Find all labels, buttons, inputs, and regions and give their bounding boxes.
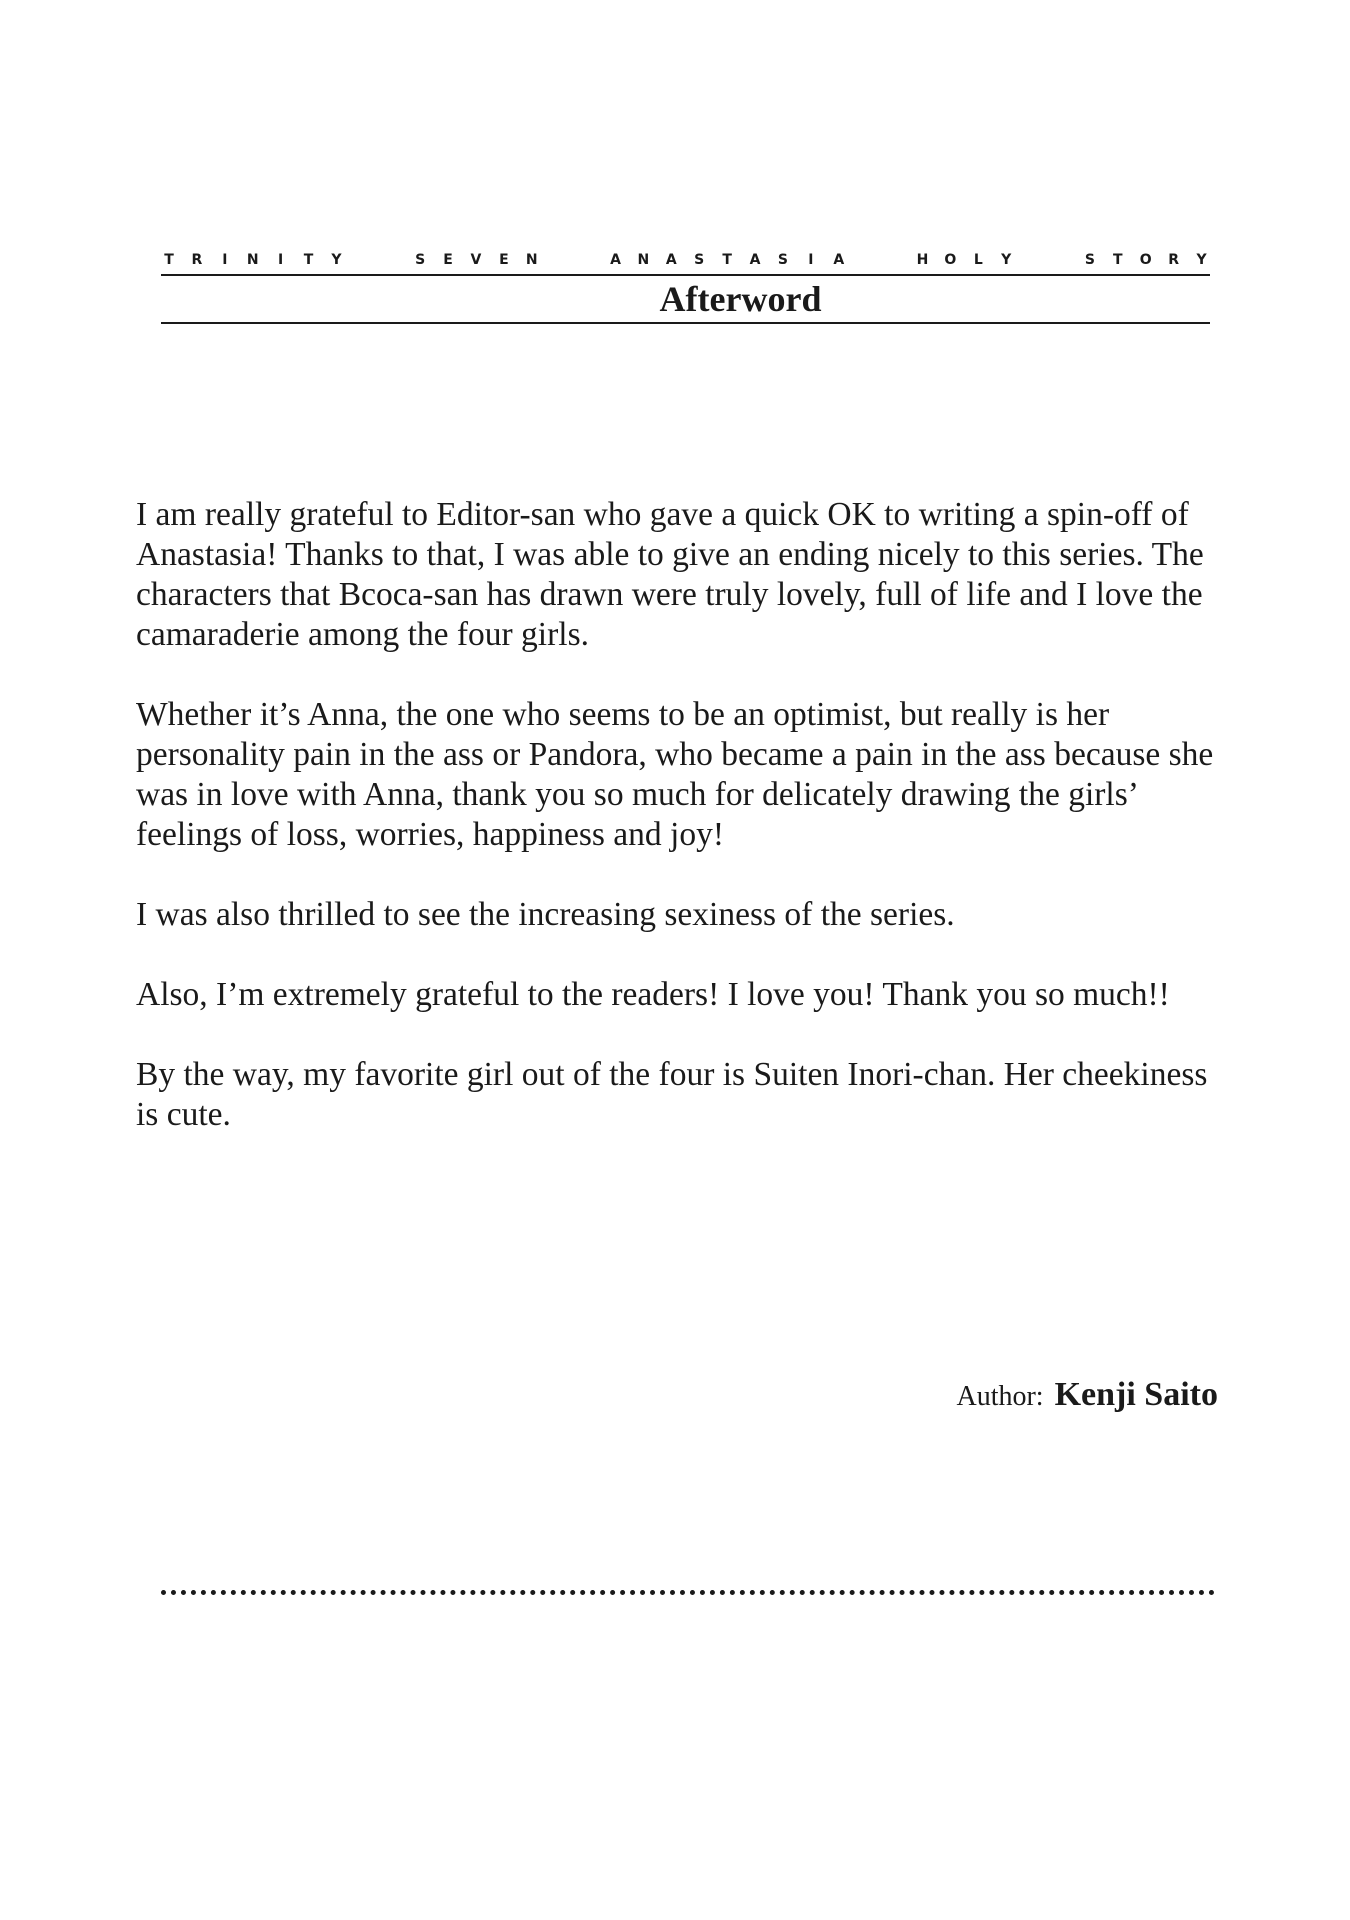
paragraph: By the way, my favorite girl out of the four is Suiten Inori-chan. Her cheekiness is cute. xyxy=(136,1056,1208,1133)
author-signature xyxy=(956,1373,1218,1419)
series-title-letter: N xyxy=(637,252,650,268)
series-title-letter: O xyxy=(1139,252,1152,268)
paragraph: I was also thrilled to see the increasing sexiness of the series. xyxy=(136,896,955,933)
series-title-letter: Y xyxy=(1001,252,1012,268)
series-title-gap xyxy=(887,246,903,274)
page-header xyxy=(161,246,1210,324)
series-title-letter: R xyxy=(1168,252,1180,268)
paragraph: Whether it’s Anna, the one who seems to be an optimist, but really is her personality pain in the ass or Pandora, who became a pain in the ass because she was in love with Anna, thank you so much for delicately drawing the girls’ feelings of loss, worries, happiness and joy! xyxy=(136,696,1214,853)
series-title-letter: T xyxy=(303,252,314,268)
series-title-letter: N xyxy=(525,252,538,268)
series-title-letter: T xyxy=(722,252,732,268)
series-title-letter: A xyxy=(610,252,621,268)
author-label: Author: xyxy=(956,1381,1044,1412)
author-name: Kenji Saito xyxy=(1054,1376,1218,1413)
series-title-letter: V xyxy=(470,252,482,268)
series-title-letter: S xyxy=(415,252,426,268)
series-title-gap xyxy=(580,246,596,274)
series-title xyxy=(161,246,1210,274)
series-title-gap xyxy=(356,246,372,274)
series-title-gap xyxy=(1026,246,1042,274)
series-title-gap xyxy=(1054,246,1070,274)
series-title-letter: T xyxy=(164,252,174,268)
series-title-letter: N xyxy=(246,252,259,268)
series-title-letter: H xyxy=(916,252,929,268)
series-title-letter: S xyxy=(694,252,705,268)
series-title-letter: R xyxy=(191,252,203,268)
series-title-letter: A xyxy=(665,252,677,268)
afterword-body xyxy=(136,495,1226,1175)
series-title-letter: S xyxy=(1084,252,1095,268)
series-title-letter: T xyxy=(1113,252,1123,268)
series-title-letter: Y xyxy=(331,252,342,268)
chapter-title: Afterword xyxy=(659,279,822,319)
series-title-letter: Y xyxy=(1196,252,1207,268)
series-title-letter: E xyxy=(499,252,509,268)
series-title-letter: I xyxy=(278,252,284,268)
series-title-letter: O xyxy=(944,252,957,268)
paragraph: I am really grateful to Editor-san who gave a quick OK to writing a spin-off of Anastasia! Thanks to that, I was able to give an ending nicely to this series. The characters that Bcoca-san has drawn were truly lovely, full of life and I love the camaraderie among the four girls. xyxy=(136,496,1204,653)
series-title-letter: S xyxy=(777,252,788,268)
header-bottom-rule xyxy=(161,322,1210,324)
series-title-letter: L xyxy=(973,252,983,268)
series-title-letter: I xyxy=(222,252,228,268)
dotted-divider xyxy=(161,1590,1215,1595)
series-title-letter: I xyxy=(808,252,814,268)
series-title-letter: E xyxy=(443,252,453,268)
series-title-gap xyxy=(552,246,568,274)
paragraph: Also, I’m extremely grateful to the readers! I love you! Thank you so much!! xyxy=(136,976,1170,1013)
series-title-letter: A xyxy=(749,252,761,268)
series-title-letter: A xyxy=(833,252,845,268)
series-title-gap xyxy=(384,246,400,274)
series-title-gap xyxy=(859,246,875,274)
